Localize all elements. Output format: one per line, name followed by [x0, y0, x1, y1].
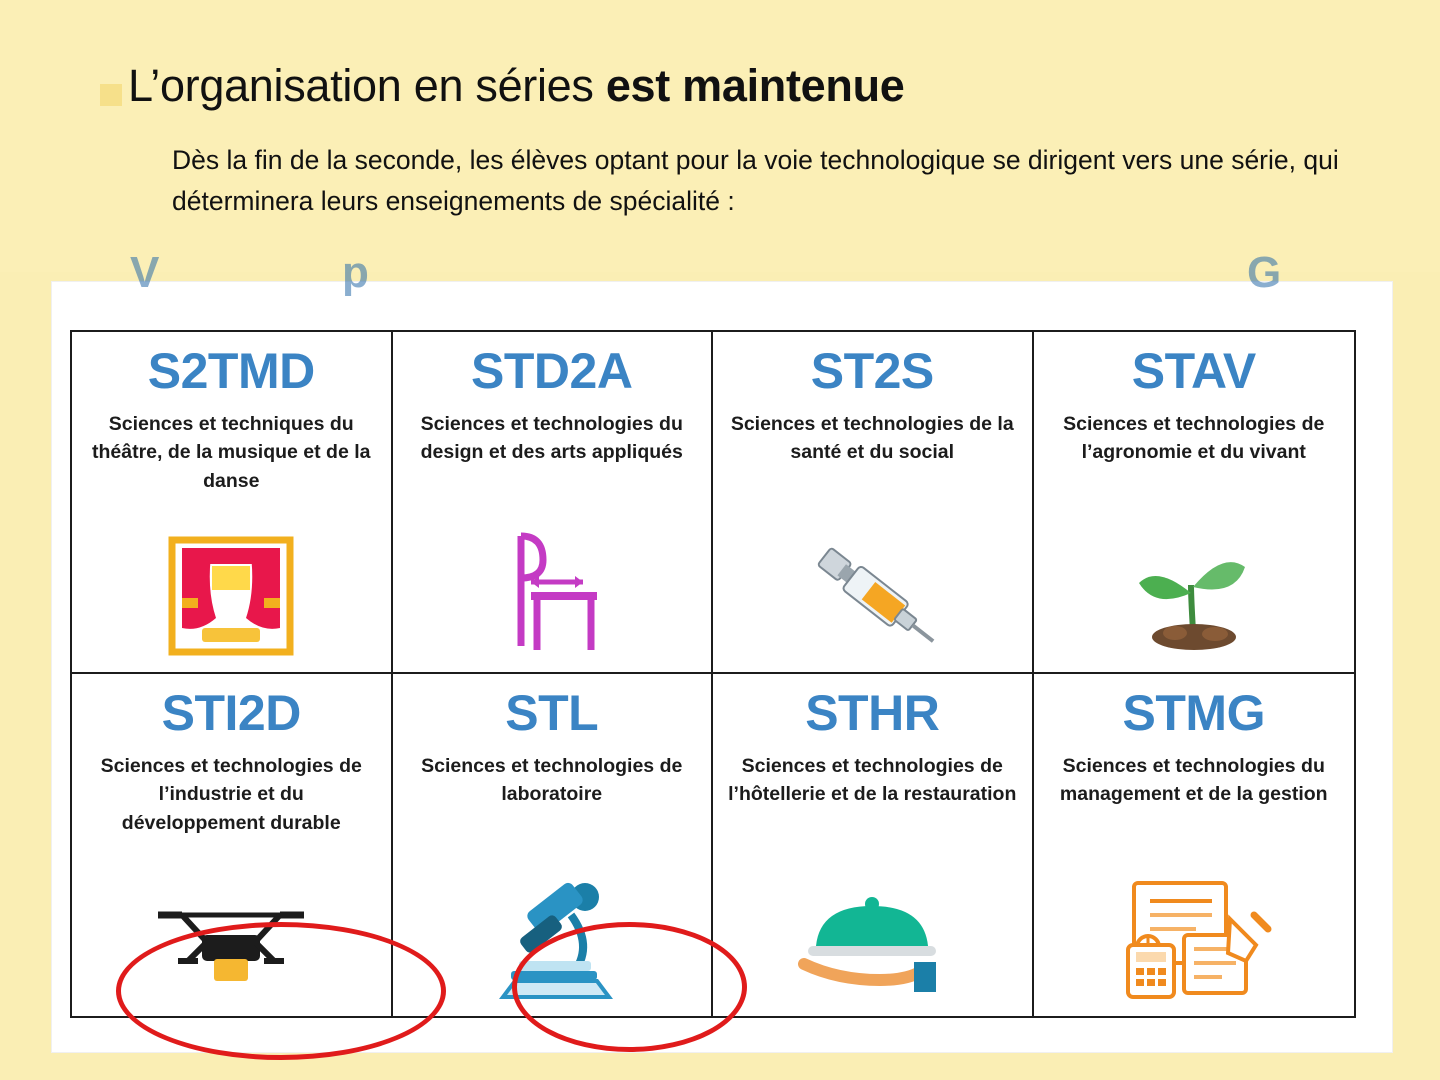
microscope-icon: [393, 870, 712, 1010]
bullet-marker-icon: [100, 84, 122, 106]
series-code: STMG: [1122, 685, 1265, 741]
page-title: [100, 62, 905, 109]
series-code: STAV: [1131, 343, 1256, 399]
series-description: Sciences et technologies de l’hôtellerie et de la restauration: [728, 755, 1017, 806]
cropped-fragment-1: V: [130, 248, 160, 297]
series-description: Sciences et technologies du management et de la gestion: [1059, 755, 1328, 806]
cropped-fragment-2: p: [342, 248, 369, 297]
series-code: STL: [505, 685, 599, 741]
series-description: Sciences et technologies du design et des arts appliqués: [420, 413, 683, 464]
series-cell-stmg[interactable]: [1034, 674, 1355, 1016]
series-cell-sti2d[interactable]: [72, 674, 393, 1016]
page-title-plain: L’organisation en séries: [128, 60, 606, 111]
series-sheet: [52, 248, 1392, 1052]
series-cell-sthr[interactable]: [713, 674, 1034, 1016]
series-cell-std2a[interactable]: [393, 332, 714, 674]
cropped-fragment-3: G: [1247, 248, 1282, 297]
series-cell-st2s[interactable]: [713, 332, 1034, 674]
theater-curtain-icon: [72, 526, 391, 666]
page-title-bold: est maintenue: [605, 60, 905, 111]
slide-subtitle: Dès la fin de la seconde, les élèves optant pour la voie technologique se dirigent vers une série, qui déterminera leurs enseignements de spécialité :: [172, 145, 1339, 217]
design-chair-icon: [393, 526, 712, 666]
series-code: STI2D: [161, 685, 301, 741]
invoice-calculator-icon: [1034, 870, 1355, 1010]
series-code: S2TMD: [147, 343, 315, 399]
series-cell-stl[interactable]: [393, 674, 714, 1016]
series-cell-s2tmd[interactable]: [72, 332, 393, 674]
series-description: Sciences et technologies de laboratoire: [421, 755, 683, 806]
series-code: STHR: [805, 685, 940, 741]
series-code: STD2A: [471, 343, 633, 399]
series-cell-stav[interactable]: [1034, 332, 1355, 674]
series-description: Sciences et techniques du théâtre, de la musique et de la danse: [91, 413, 371, 492]
series-code: ST2S: [810, 343, 934, 399]
series-description: Sciences et technologies de l’agronomie et du vivant: [1063, 413, 1325, 464]
seedling-icon: [1034, 526, 1355, 666]
cropped-text-artifact: [52, 248, 1392, 320]
series-description: Sciences et technologies de la santé et du social: [730, 413, 1014, 464]
cloche-serving-icon: [713, 870, 1032, 1010]
slide-header: [0, 0, 1440, 272]
series-grid: [70, 330, 1356, 1018]
drone-icon: [72, 870, 391, 1010]
syringe-icon: [713, 526, 1032, 666]
series-description: Sciences et technologies de l’industrie et du développement durable: [100, 755, 362, 834]
